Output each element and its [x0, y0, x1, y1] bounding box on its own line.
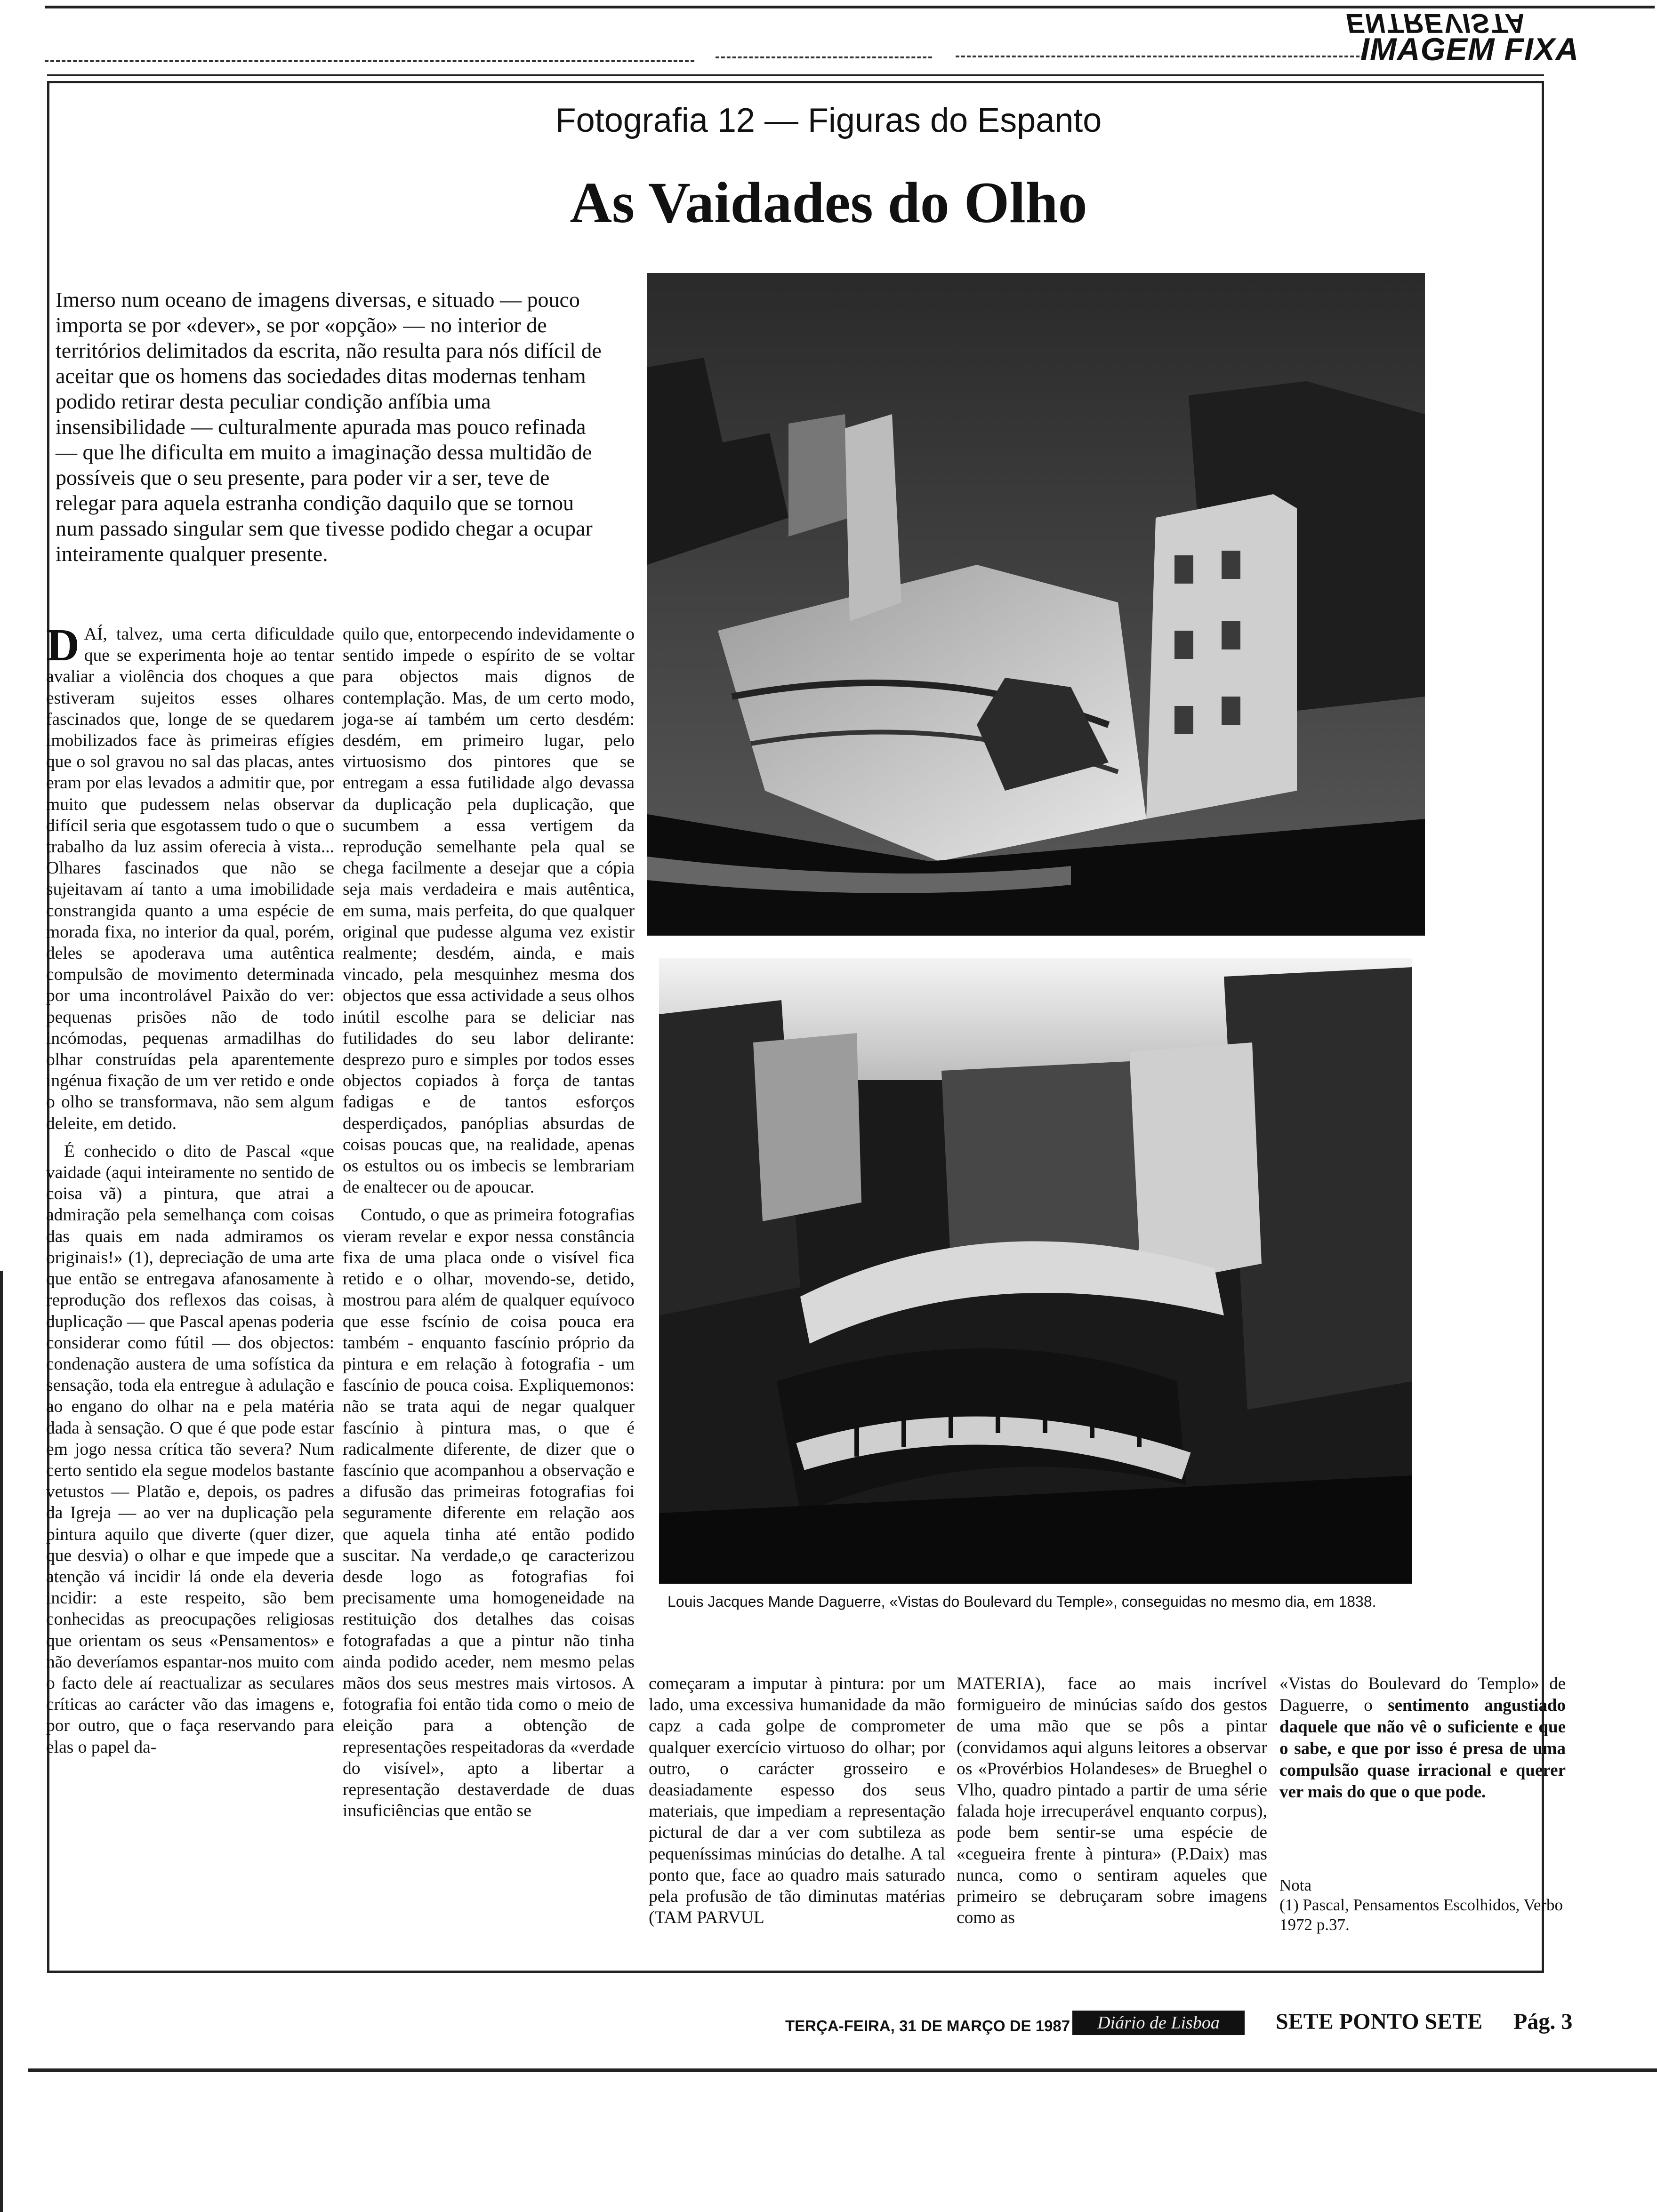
article-column-3: [649, 1673, 945, 1928]
paragraph-text: «Vistas do Boulevard do Templo» de Daguerre, o: [1279, 1674, 1566, 1715]
header-dashed-rule: [956, 56, 1365, 57]
photo-caption: Louis Jacques Mande Daguerre, «Vistas do Boulevard du Temple», conseguidas no mesmo dia, em 1838.: [668, 1593, 1376, 1610]
paragraph: MATERIA), face ao mais incrível formigueiro de minúcias saído dos gestos de uma mão que se pôs a pintar (convidamos aqui alguns leitores a observar os «Provérbios Holandeses» de Brueghel o Vlho, quadro pintado a partir de uma série falada hoje irrecuperável enquanto corpus), pode bem sentir-se uma espécie de «cegueira frente à pintura» (P.Daix) mas nunca, como o sentiram aqueles que primeiro se debruçaram sobre imagens como as: [957, 1674, 1267, 1928]
supplement-name: SETE PONTO SETE: [1276, 2009, 1483, 2034]
article-column-5: [1279, 1673, 1566, 1803]
article-title: As Vaidades do Olho: [570, 170, 1087, 235]
footer-date: TERÇA-FEIRA, 31 DE MARÇO DE 1987: [785, 2017, 1070, 2035]
section-label: IMAGEM FIXA: [1360, 32, 1579, 67]
paragraph: [1279, 1673, 1566, 1803]
bottom-rule: [28, 2068, 1657, 2072]
footnote-heading: Nota: [1279, 1876, 1312, 1894]
page-number: Pág. 3: [1513, 2009, 1573, 2034]
frame-top-rule: [47, 74, 1544, 76]
daguerreotype-photo-bottom: [659, 958, 1412, 1584]
article-column-1: [46, 620, 334, 1758]
paragraph-text: AÍ, talvez, uma certa dificuldade que se experimenta hoje ao tentar avaliar a violência dos choques a que estiveram sujeitos esses olhares fascinados que, longe de se quedarem imobilizados face às primeiras efígies que o sol gravou no sal das placas, antes eram por elas levados a admitir que, por muito que pudessem nelas observar difícil seria que esgotassem tudo o que o trabalho da luz assim oferecia à vista... Olhares fascinados que não se sujeitavam aí tanto a uma imobilidade constrangida quanto a uma espécie de morada fixa, no interior da qual, porém, deles se apoderava uma autêntica compulsão de movimento determinada por uma incontrolável Paixão do ver: pequenas prisões não de todo incómodas, pequenas armadilhas do olhar construídas pela aparentemente ingénua fixação de um ver retido e onde o olho se transformava, não sem algum deleite, em detido.: [46, 625, 334, 1133]
header-dashed-rule: [716, 56, 932, 58]
article-intro: Imerso num oceano de imagens diversas, e situado — pouco importa se por «dever», se por «opção» — no interior de territórios delimitados da escrita, não resulta para nós difícil de aceitar que os homens das sociedades ditas modernas tenham podido retirar desta peculiar condição anfíbia uma insensibilidade — culturalmente apurada mas pouco refinada — que lhe dificulta em muito a imaginação dessa multidão de possíveis que o seu presente, para poder vir a ser, teve de relegar para aquela estranha condição daquilo que se tornou num passado singular sem que tivesse podido chegar a ocupar inteiramente qualquer presente.: [56, 288, 602, 566]
scan-edge: [0, 1271, 3, 2212]
drop-cap: D: [46, 620, 80, 671]
footnote-text: (1) Pascal, Pensamentos Escolhidos, Verbo 1972 p.37.: [1279, 1896, 1563, 1934]
section-label-bleed-through: ENTREVISTA: [1343, 8, 1529, 39]
footnote: [1279, 1875, 1566, 1935]
paragraph: quilo que, entorpecendo indevidamente o sentido impede o espírito de se voltar para objectos mais dignos de contemplação. Mas, de um certo modo, joga-se aí também um certo desdém: desdém, em primeiro lugar, pelo virtuosismo dos pintores que se entregam a essa futilidade algo devassa da duplicação pela duplicação, que sucumbem a essa vertigem da reprodução semelhante pela qual se chega facilmente a desejar que a cópia seja mais verdadeira e mais autêntica, em suma, mais perfeita, do que qualquer original que pudesse alguma vez existir realmente; desdém, ainda, e mais vincado, pela mesquinhez mesma dos objectos que essa actividade a seus olhos inútil escolhe para se deliciar nas futilidades do seu labor delirante: desprezo puro e simples por todos esses objectos copiados à força de tantas fadigas e de tantos esforços desperdiçados, panóplias absurdas de coisas poucas que, na realidade, apenas os estultos ou os imbecis se lembrariam de enaltecer ou de apoucar.: [343, 625, 635, 1197]
paragraph: [46, 620, 334, 1134]
newspaper-logo: Diário de Lisboa: [1072, 2011, 1245, 2035]
boulevard-photo-bottom-drawing: [659, 958, 1412, 1584]
emphasis-text: sentimento angustiado daquele que não vê o suficiente e que o sabe, e que por isso é presa de uma compulsão quase irracional e querer ver mais do que o que pode.: [1279, 1696, 1566, 1802]
boulevard-photo-top-drawing: [647, 273, 1425, 936]
paragraph: Contudo, o que as primeira fotografias vieram revelar e expor nessa constância fixa de uma placa onde o visível fica retido e o olhar, movendo-se, detido, mostrou para além de qualquer equívoco que esse fscínio de coisa pouca era também - enquanto fascínio próprio da pintura e em relação à fotografia - um fascínio de pouca coisa. Expliquemonos: não se trata aqui de negar qualquer fascínio à pintura mas, o que é radicalmente diferente, de dizer que o fascínio que acompanhou a observação e a difusão das primeiras fotografias foi seguramente diferente em relação aos que aquela tinha até então podido suscitar. Na verdade,o qe caracterizou desde logo as fotografias foi precisamente uma homogeneidade na restituição dos detalhes das coisas fotografadas a que a pintur não tinha ainda podido aceder, nem mesmo pelas mãos dos seus mestres mais virtosos. A fotografia foi então tida como o meio de eleição para a obtenção de representações respeitadoras da «verdade do visível», apto a libertar a representação destaverdade de duas insuficiências que então se: [343, 1205, 635, 1821]
article-column-4: [957, 1673, 1267, 1928]
article-kicker: Fotografia 12 — Figuras do Espanto: [555, 102, 1102, 139]
article-column-2: [343, 624, 635, 1821]
paragraph: É conhecido o dito de Pascal «que vaidade (aqui inteiramente no sentido de coisa vã) a pintura, que atrai a admiração pela semelhança com coisas das quais em nada admiramos os originais!» (1), depreciação de uma arte que então se entregava afanosamente à reprodução dos reflexos das coisas, à duplicação — que Pascal apenas poderia considerar como fútil — dos objectos: condenação austera de uma sofística da sensação, toda ela entregue à adulação e ao engano do olhar na e pela matéria dada à sensação. O que é que pode estar em jogo nessa crítica tão severa? Num certo sentido ela segue modelos bastante vetustos — Platão e, depois, os padres da Igreja — ao ver na duplicação pela pintura aquilo que diverte (quer dizer, que desvia) o olhar e que impede que a atenção vá incidir lá onde ela deveria incidir: a este respeito, são bem conhecidas as preocupações religiosas que orientam os seus «Pensamentos» e não deveríamos espantar-nos muito com o facto dele aí reactualizar as seculares críticas ao carácter vão das imagens e, por outro, que o faça reservando para elas o papel da-: [46, 1141, 334, 1757]
header-dashed-rule: [45, 60, 694, 62]
daguerreotype-photo-top: [647, 273, 1425, 936]
paragraph: começaram a imputar à pintura: por um lado, uma excessiva humanidade da mão capz a cada golpe de comprometer qualquer exercício virtuoso do olhar; por outro, o carácter grosseiro e deasiadamente espesso dos seus materiais, que impediam a representação pictural de dar a ver com subtileza as pequeníssimas minúcias do detalhe. A tal ponto que, face ao quadro mais saturado pela profusão de tão diminutas matérias (TAM PARVUL: [649, 1674, 945, 1928]
